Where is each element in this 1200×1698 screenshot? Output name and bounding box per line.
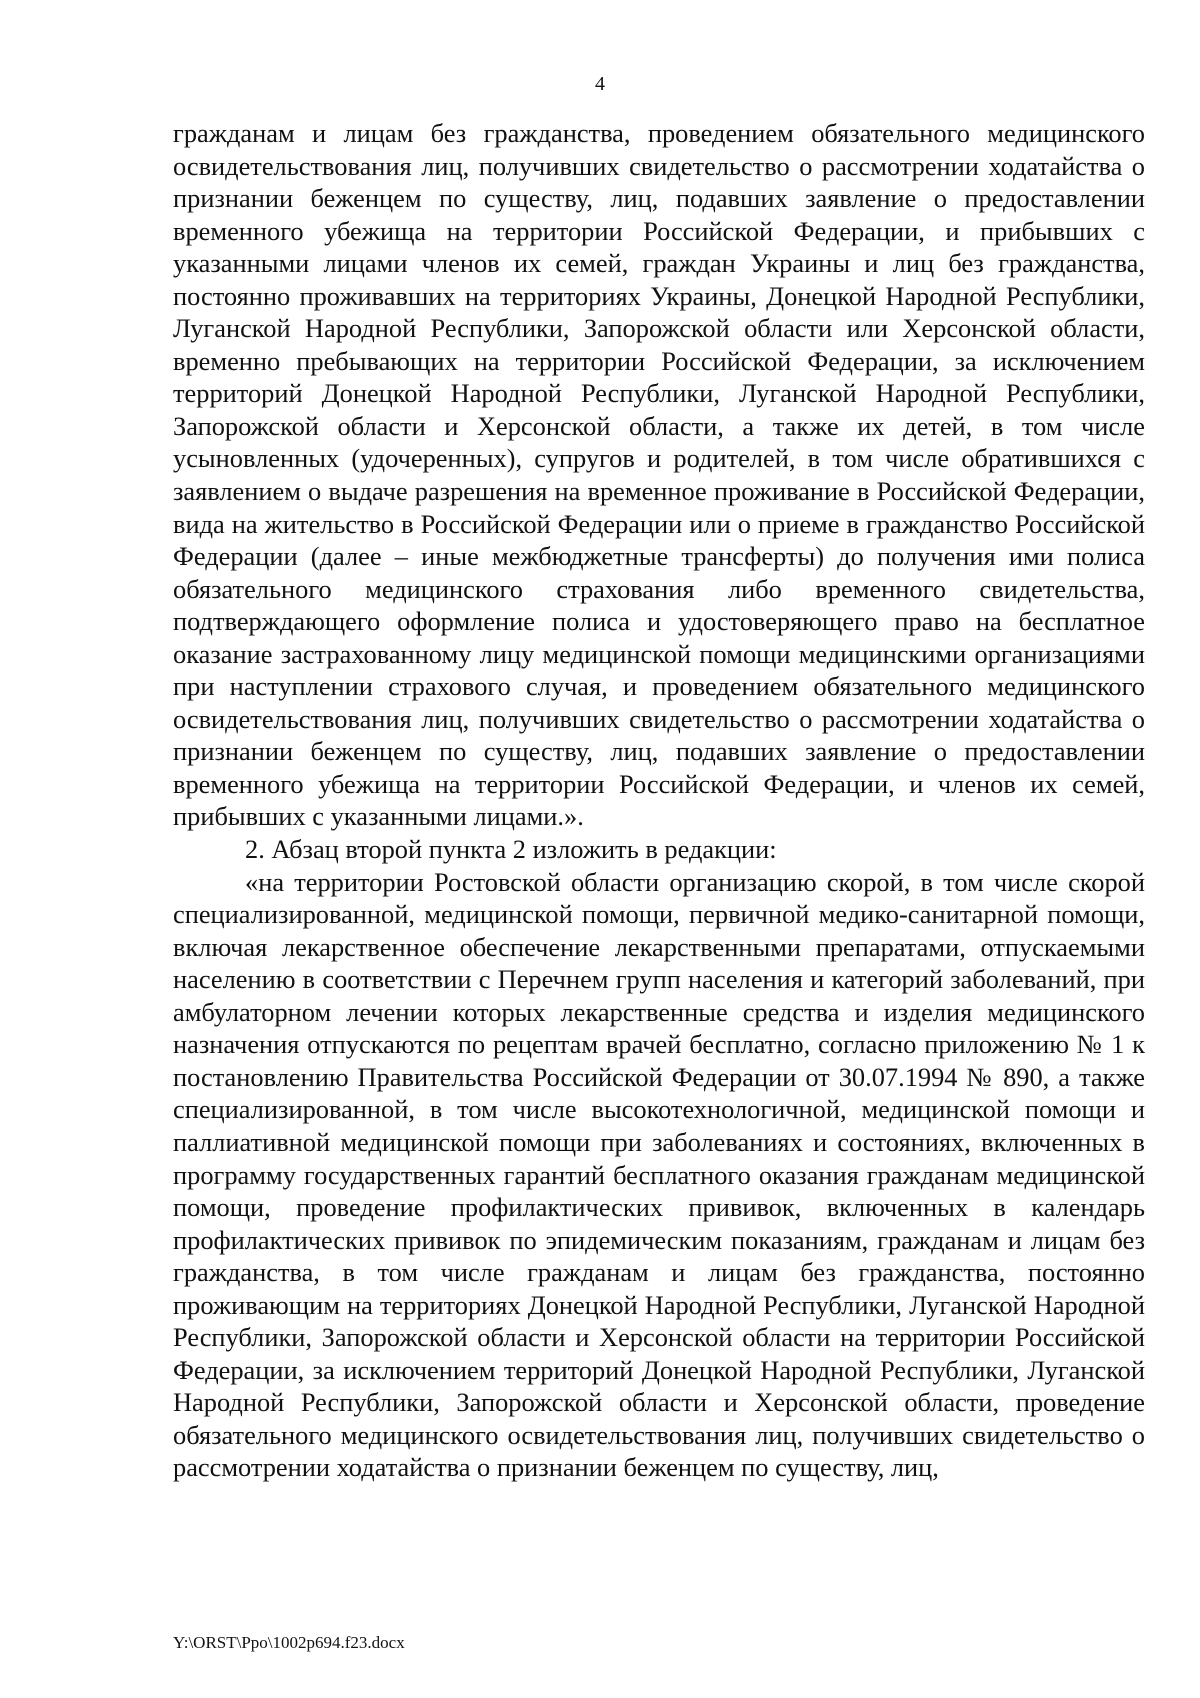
paragraph-amendment-text: «на территории Ростовской области организацию скорой, в том числе скорой специализированной, медицинской помощи, первичной медико-санитарной помощи, включая лекарственное обеспечение лекарственными препаратами, отпускаемыми населению в соответствии с Перечнем групп населения и категорий заболеваний, при амбулаторном лечении которых лекарственные средства и изделия медицинского назначения отпускаются по рецептам врачей бесплатно, согласно приложению № 1 к постановлению Правительства Российской Федерации от 30.07.1994 № 890, а также специализированной, в том числе высокотехнологичной, медицинской помощи и паллиативной медицинской помощи при заболеваниях и состояниях, включенных в программу государственных гарантий бесплатного оказания гражданам медицинской помощи, проведение профилактических прививок, включенных в календарь профилактических прививок по эпидемическим показаниям, гражданам и лицам без гражданства, в том числе гражданам и лицам без гражданства, постоянно проживающим на территориях Донецкой Народной Республики, Луганской Народной Республики, Запорожской области и Херсонской области на территории Российской Федерации, за исключением территорий Донецкой Народной Республики, Луганской Народной Республики, Запорожской области и Херсонской области, проведение обязательного медицинского освидетельствования лиц, получивших свидетельство о рассмотрении ходатайства о признании беженцем по существу, лиц, bbox=[173, 866, 1145, 1483]
paragraph-continuation: гражданам и лицам без гражданства, проведением обязательного медицинского освидетельствования лиц, получивших свидетельство о рассмотрении ходатайства о признании беженцем по существу, лиц, подавших заявление о предоставлении временного убежища на территории Российской Федерации, и прибывших с указанными лицами членов их семей, граждан Украины и лиц без гражданства, постоянно проживавших на территориях Украины, Донецкой Народной Республики, Луганской Народной Республики, Запорожской области или Херсонской области, временно пребывающих на территории Российской Федерации, за исключением территорий Донецкой Народной Республики, Луганской Народной Республики, Запорожской области и Херсонской области, а также их детей, в том числе усыновленных (удочеренных), супругов и родителей, в том числе обратившихся с заявлением о выдаче разрешения на временное проживание в Российской Федерации, вида на жительство в Российской Федерации или о приеме в гражданство Российской Федерации (далее – иные межбюджетные трансферты) до получения ими полиса обязательного медицинского страхования либо временного свидетельства, подтверждающего оформление полиса и удостоверяющего право на бесплатное оказание застрахованному лицу медицинской помощи медицинскими организациями при наступлении страхового случая, и проведением обязательного медицинского освидетельствования лиц, получивших свидетельство о рассмотрении ходатайства о признании беженцем по существу, лиц, подавших заявление о предоставлении временного убежища на территории Российской Федерации, и членов их семей, прибывших с указанными лицами.». bbox=[173, 118, 1145, 832]
paragraph-amendment-heading: 2. Абзац второй пункта 2 изложить в редакции: bbox=[245, 834, 777, 865]
footer-file-path: Y:\ORST\Ppo\1002p694.f23.docx bbox=[173, 1633, 405, 1652]
document-body bbox=[173, 117, 1145, 1484]
page-number: 4 bbox=[595, 73, 605, 95]
